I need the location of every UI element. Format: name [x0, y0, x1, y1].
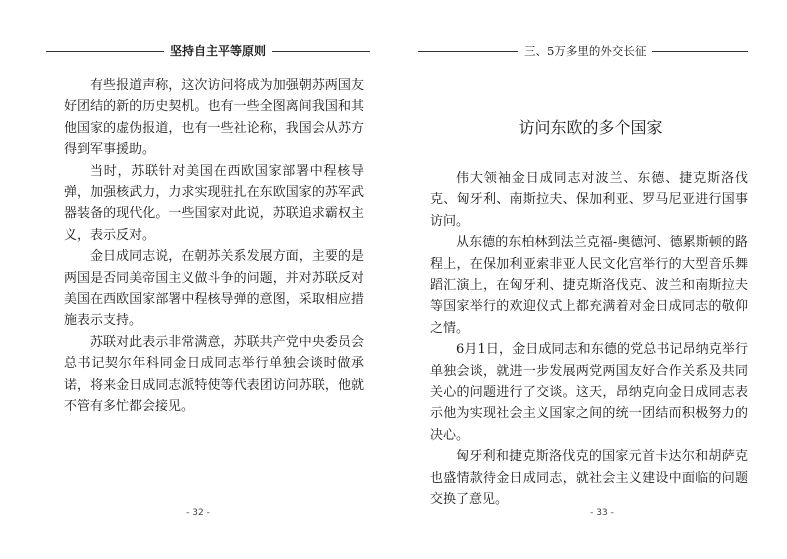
right-page	[394, 0, 787, 559]
left-paragraph-4: 苏联对此表示非常满意，苏联共产党中央委员会总书记契尔年科同金日成同志举行单独会谈时做承诺，将来金日成同志派特使等代表团访问苏联，他就不管有多忙都会接见。	[64, 334, 364, 415]
right-paragraph-2: 从东德的东柏林到法兰克福-奥德河、德累斯顿的路程上，在保加利亚索非亚人民文化宫举行的大型音乐舞蹈汇演上，在匈牙利、捷克斯洛伐克、波兰和南斯拉夫等国家举行的欢迎仪式上都充满着对金日成同志的敬仰之情。	[430, 235, 748, 336]
right-body-text	[430, 168, 748, 511]
right-page-header	[418, 44, 748, 62]
left-paragraph-2: 当时，苏联针对美国在西欧国家部署中程核导弹，加强核武力，力求实现驻扎在东欧国家的苏军武器装备的现代化。一些国家对此说，苏联追求霸权主义，表示反对。	[64, 163, 364, 243]
left-header-title: 坚持自主平等原则	[164, 44, 272, 58]
left-paragraph-1: 有些报道声称，这次访问将成为加强朝苏两国友好团结的新的历史契机。也有一些全图离间我国和其他国家的虚伪报道，也有一些社论称，我国会从苏方得到军事援助。	[64, 78, 364, 158]
right-paragraph-3: 6月1日，金日成同志和东德的党总书记昂纳克举行单独会谈，就进一步发展两党两国友好合作关系及共同关心的问题进行了交谈。这天，昂纳克向金日成同志表示他为实现社会主义国家之间的统一团结而积极努力的决心。	[430, 342, 748, 443]
left-body-text	[64, 75, 364, 418]
left-page-number: - 32 -	[186, 508, 210, 518]
right-header-title: 三、5万多里的外交长征	[518, 44, 652, 58]
left-page-header	[46, 44, 370, 62]
section-title: 访问东欧的多个国家	[518, 118, 663, 137]
right-paragraph-1: 伟大领袖金日成同志对波兰、东德、捷克斯洛伐克、匈牙利、南斯拉夫、保加利亚、罗马尼亚进行国事访问。	[430, 171, 748, 229]
right-paragraph-4: 匈牙利和捷克斯洛伐克的国家元首卡达尔和胡萨克也盛情款待金日成同志，就社会主义建设中面临的问题交换了意见。	[430, 449, 748, 508]
right-page-number: - 33 -	[590, 508, 614, 518]
left-paragraph-3: 金日成同志说，在朝苏关系发展方面，主要的是两国是否同美帝国主义做斗争的问题，并对苏联反对美国在西欧国家部署中程核导弹的意图，采取相应措施表示支持。	[64, 249, 364, 329]
